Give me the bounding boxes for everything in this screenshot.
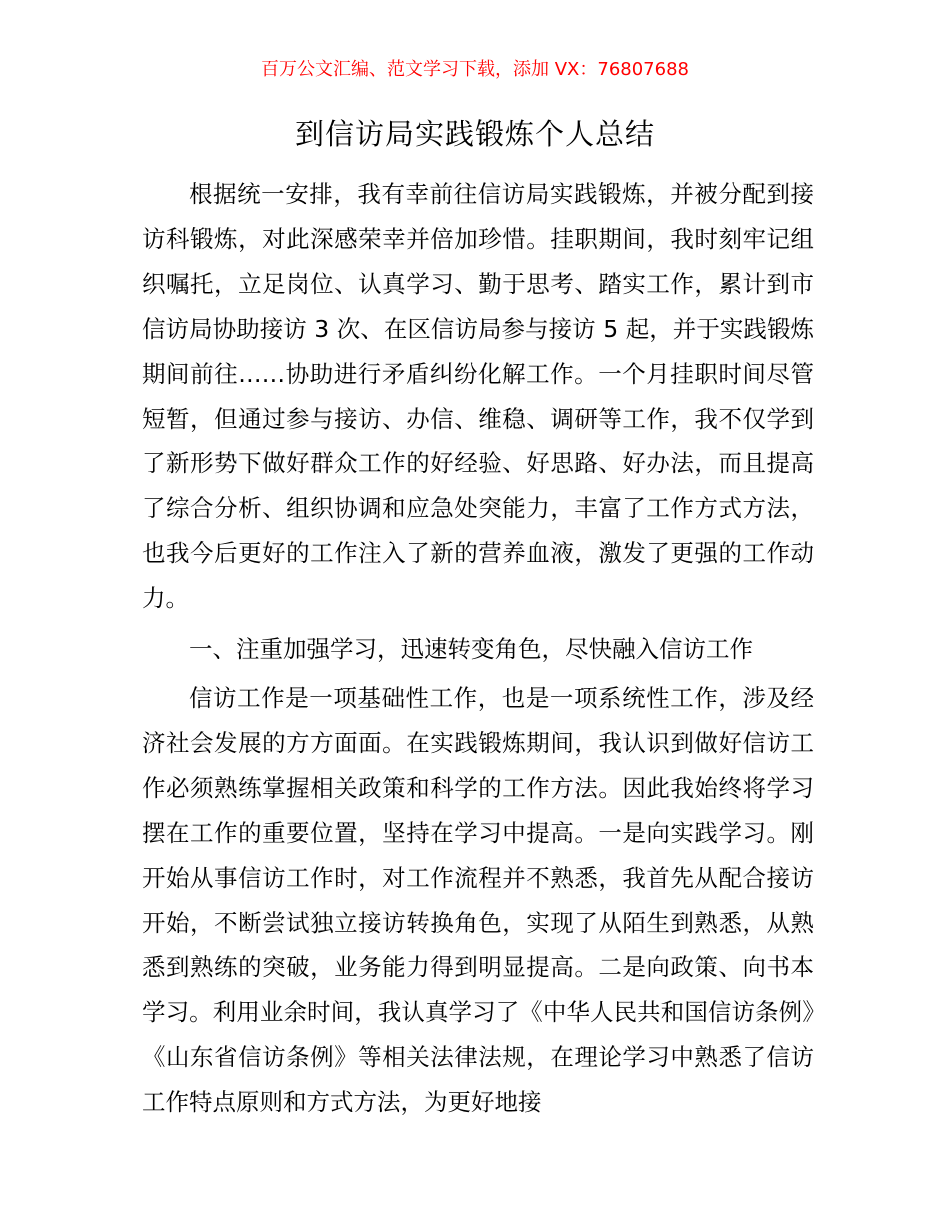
section-heading-1: 一、注重加强学习，迅速转变角色，尽快融入信访工作 bbox=[189, 635, 753, 664]
document-body bbox=[142, 172, 814, 1125]
document-title: 到信访局实践锻炼个人总结 bbox=[294, 117, 655, 151]
intro-paragraph: 根据统一安排，我有幸前往信访局实践锻炼，并被分配到接访科锻炼，对此深感荣幸并倍加珍惜。挂职期间，我时刻牢记组织嘱托，立足岗位、认真学习、勤于思考、踏实工作，累计到市信访局协助接访 3 次、在区信访局参与接访 5 起，并于实践锻炼期间前往……协助进行矛盾纠纷化解工作。一个月挂职时间尽管短暂，但通过参与接访、办信、维稳、调研等工作，我不仅学到了新形势下做好群众工作的好经验、好思路、好办法，而且提高了综合分析、组织协调和应急处突能力，丰富了工作方式方法，也我今后更好的工作注入了新的营养血液，激发了更强的工作动力。 bbox=[142, 180, 814, 613]
header-watermark-note: 百万公文汇编、范文学习下载，添加 VX：76807688 bbox=[261, 59, 689, 80]
section-1-paragraph: 信访工作是一项基础性工作，也是一项系统性工作，涉及经济社会发展的方方面面。在实践锻炼期间，我认识到做好信访工作必须熟练掌握相关政策和科学的工作方法。因此我始终将学习摆在工作的重要位置，坚持在学习中提高。一是向实践学习。刚开始从事信访工作时，对工作流程并不熟悉，我首先从配合接访开始，不断尝试独立接访转换角色，实现了从陌生到熟悉，从熟悉到熟练的突破，业务能力得到明显提高。二是向政策、向书本学习。利用业余时间，我认真学习了《中华人民共和国信访条例》《山东省信访条例》等相关法律法规，在理论学习中熟悉了信访工作特点原则和方式方法，为更好地接 bbox=[142, 683, 814, 1117]
